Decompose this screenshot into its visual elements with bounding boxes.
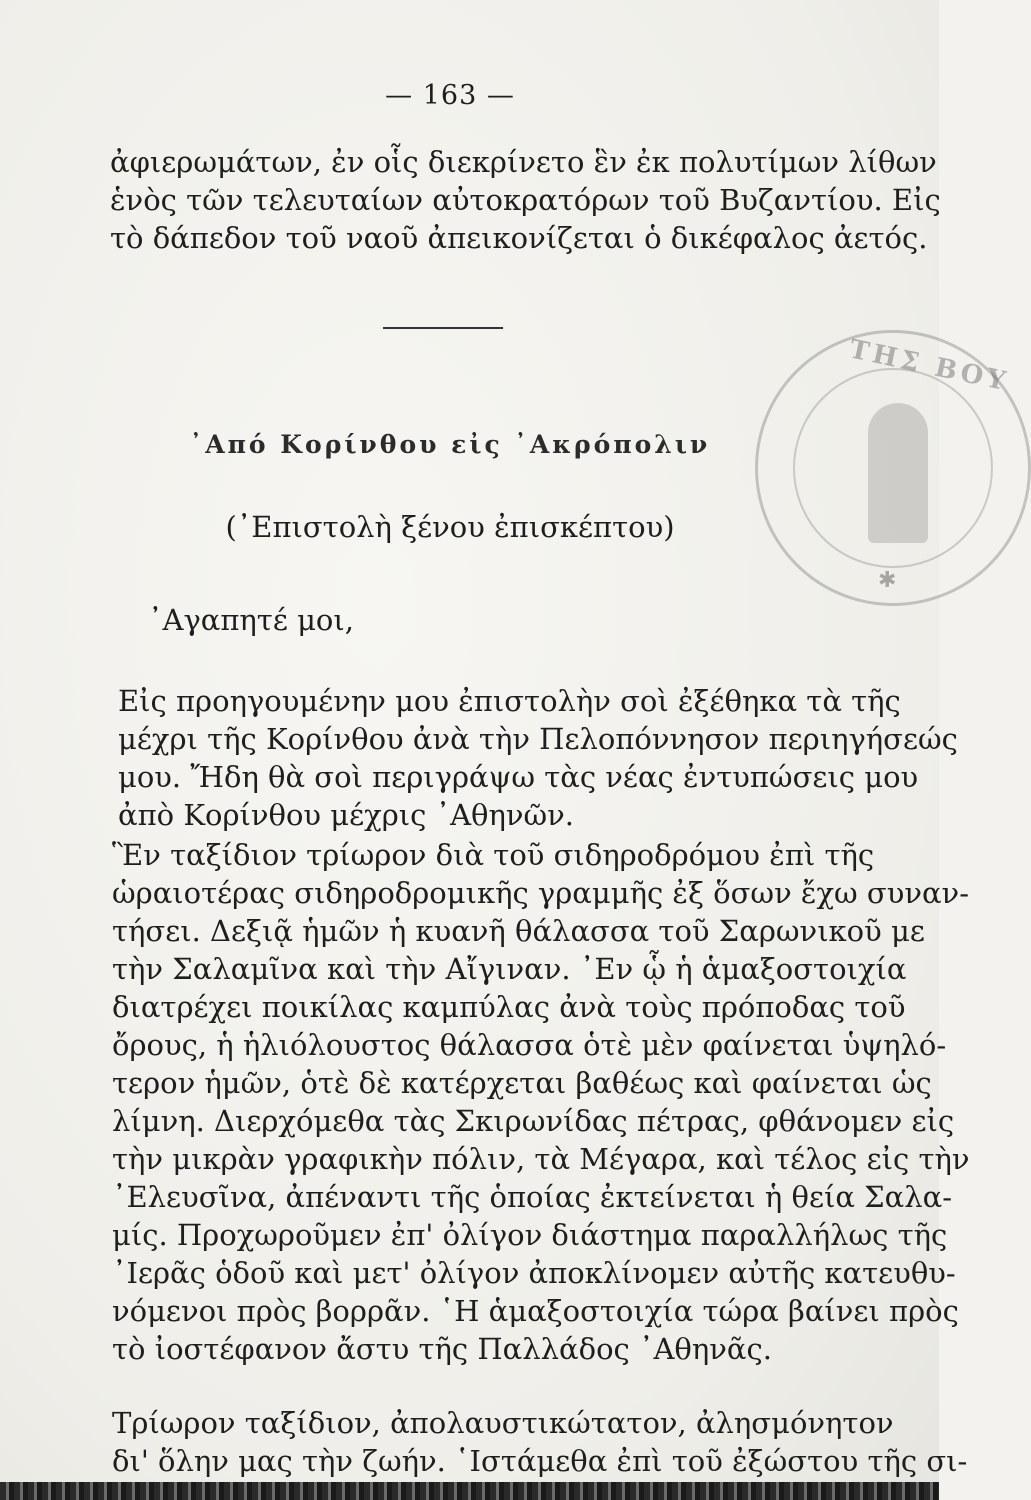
- text-line: ᾿Ελευσῖνα, ἀπέναντι τῆς ὁποίας ἐκτείνεται ἡ θεία Σαλα-: [112, 1180, 953, 1214]
- page-bottom-edge: [0, 1482, 939, 1500]
- text-line: Ἓν ταξίδιον τρίωρον διὰ τοῦ σιδηροδρόμου ἐπὶ τῆς: [112, 838, 875, 872]
- salutation: ᾿Αγαπητέ μοι,: [148, 603, 354, 637]
- text-line: ἀπὸ Κορίνθου μέχρις ᾿Αθηνῶν.: [118, 798, 574, 832]
- paragraph-1: [118, 682, 958, 834]
- text-line: μέχρι τῆς Κορίνθου ἀνὰ τὴν Πελοπόννησον περιηγήσεώς: [118, 722, 958, 756]
- text-line: ὡραιοτέρας σιδηροδρομικῆς γραμμῆς ἐξ ὅσων ἔχω συναν-: [112, 876, 969, 910]
- text-line: τὴν μικρὰν γραφικὴν πόλιν, τὰ Μέγαρα, καὶ τέλος εἰς τὴν: [112, 1142, 970, 1176]
- text-line: δι' ὅλην μας τὴν ζωήν. ῾Ιστάμεθα ἐπὶ τοῦ ἐξώστου τῆς σι-: [112, 1444, 968, 1478]
- text-line: μου. Ἤδη θὰ σοὶ περιγράψω τὰς νέας ἐντυπώσεις μου: [118, 760, 919, 794]
- text-line: ὄρους, ἡ ἡλιόλουστος θάλασσα ὁτὲ μὲν φαίνεται ὑψηλό-: [112, 1028, 947, 1062]
- text-line: τὸ δάπεδον τοῦ ναοῦ ἀπεικονίζεται ὁ δικέφαλος ἀετός.: [110, 221, 928, 255]
- section-divider: [383, 327, 503, 329]
- text-line: Εἰς προηγουμένην μου ἐπιστολὴν σοὶ ἐξέθηκα τὰ τῆς: [118, 684, 901, 718]
- text-line: μίς. Προχωροῦμεν ἐπ' ὀλίγον διάστημα παραλλήλως τῆς: [112, 1218, 948, 1252]
- stamp-text: ΤΗΣ ΒΟΥ: [846, 334, 1012, 398]
- text-line: τήσει. Δεξιᾷ ἡμῶν ἡ κυανῆ θάλασσα τοῦ Σαρωνικοῦ με: [112, 914, 925, 948]
- text-line: νόμενοι πρὸς βορρᾶν. ῾Η ἁμαξοστοιχία τώρα βαίνει πρὸς: [112, 1294, 959, 1328]
- top-paragraph: [110, 143, 941, 257]
- section-title: ᾿Από Κορίνθου εἰς ᾿Ακρόπολιν: [189, 430, 711, 459]
- stamp-figure-icon: [868, 403, 928, 543]
- text-line: ἑνὸς τῶν τελευταίων αὐτοκρατόρων τοῦ Βυζαντίου. Εἰς: [110, 183, 941, 217]
- subtitle: (᾿Επιστολὴ ξένου ἐπισκέπτου): [225, 510, 675, 544]
- library-stamp: [755, 330, 1031, 606]
- star-icon: ✱: [878, 568, 897, 593]
- page-number: — 163 —: [385, 80, 515, 111]
- paragraph-3: [112, 1404, 968, 1480]
- text-line: Τρίωρον ταξίδιον, ἀπολαυστικώτατον, ἀλησμόνητον: [112, 1406, 894, 1440]
- paragraph-2: [112, 836, 970, 1368]
- text-line: τὸ ἰοστέφανον ἄστυ τῆς Παλλάδος ᾿Αθηνᾶς.: [112, 1332, 772, 1366]
- text-line: ἀφιερωμάτων, ἐν οἷς διεκρίνετο ἓν ἐκ πολυτίμων λίθων: [110, 145, 937, 179]
- text-line: ᾿Ιερᾶς ὁδοῦ καὶ μετ' ὀλίγον ἀποκλίνομεν αὐτῆς κατευθυ-: [112, 1256, 956, 1290]
- text-line: τὴν Σαλαμῖνα καὶ τὴν Αἴγιναν. ᾿Εν ᾧ ἡ ἁμαξοστοιχία: [112, 952, 907, 986]
- text-line: τερον ἡμῶν, ὁτὲ δὲ κατέρχεται βαθέως καὶ φαίνεται ὡς: [112, 1066, 932, 1100]
- text-line: διατρέχει ποικίλας καμπύλας ἀνὰ τοὺς πρόποδας τοῦ: [112, 990, 906, 1024]
- text-line: λίμνη. Διερχόμεθα τὰς Σκιρωνίδας πέτρας, φθάνομεν εἰς: [112, 1104, 955, 1138]
